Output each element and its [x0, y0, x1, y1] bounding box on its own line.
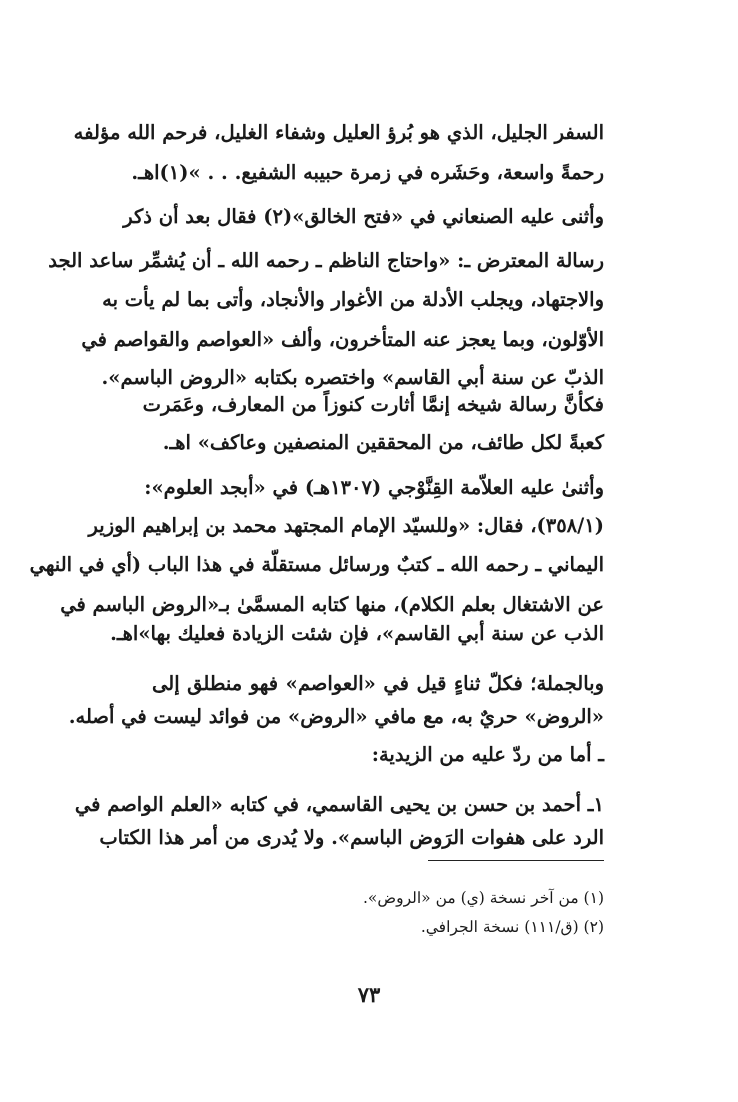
text-line-6: الأوّلون، وبما يعجز عنه المتأخرون، وألف «العواصم والقواصم في — [81, 328, 604, 351]
text-line-8: فكأنَّ رسالة شيخه إنمَّا أثارت كنوزاً من المعارف، وعَمَرت — [142, 393, 604, 416]
text-line-16: «الروض» حريٌ به، مع مافي «الروض» من فوائد ليست في أصله. — [68, 705, 604, 728]
page-number: ٧٣ — [357, 982, 381, 1007]
footnote-1: (١) من آخر نسخة (ي) من «الروض». — [362, 889, 604, 907]
text-line-3: وأثنى عليه الصنعاني في «فتح الخالق»(٢) فقال بعد أن ذكر — [123, 205, 604, 228]
text-line-10: وأثنىٰ عليه العلاّمة القِنَّوْجي (١٣٠٧هـ) في «أبجد العلوم»: — [144, 476, 604, 499]
text-line-14: الذب عن سنة أبي القاسم»، فإن شئت الزيادة فعليك بها»اهـ. — [110, 622, 604, 645]
text-line-12: اليماني ـ رحمه الله ـ كتبٌ ورسائل مستقلّة في هذا الباب (أي في النهي — [29, 553, 604, 576]
text-line-9: كعبةً لكل طائف، من المحققين المنصفين وعاكف» اهـ. — [162, 431, 604, 454]
text-line-11: (٣٥٨/١)، فقال: «وللسيّد الإمام المجتهد محمد بن إبراهيم الوزير — [88, 514, 604, 537]
text-line-4: رسالة المعترض ـ: «واحتاج الناظم ـ رحمه الله ـ أن يُشمِّر ساعد الجد — [48, 249, 604, 272]
text-line-17: ـ أما من ردّ عليه من الزيدية: — [371, 743, 604, 766]
text-line-2: رحمةً واسعة، وحَشَره في زمرة حبيبه الشفيع. . . »(١)اهـ. — [131, 161, 604, 184]
footnote-2: (٢) (ق/١١١) نسخة الجرافي. — [420, 918, 604, 936]
text-line-19: الرد على هفوات الرَوض الباسم». ولا يُدرى من أمر هذا الكتاب — [99, 826, 604, 849]
text-line-15: وبالجملة؛ فكلّ ثناءٍ قيل في «العواصم» فهو منطلق إلى — [152, 672, 604, 695]
footnote-separator — [428, 860, 604, 861]
text-line-5: والاجتهاد، ويجلب الأدلة من الأغوار والأنجاد، وأتى بما لم يأت به — [102, 288, 604, 311]
text-line-13: عن الاشتغال بعلم الكلام)، منها كتابه المسمَّىٰ بـ«الروض الباسم في — [60, 593, 604, 616]
text-line-7: الذبّ عن سنة أبي القاسم» واختصره بكتابه «الروض الباسم». — [101, 366, 604, 389]
text-line-1: السفر الجليل، الذي هو بُرؤ العليل وشفاء الغليل، فرحم الله مؤلفه — [73, 121, 604, 144]
text-line-18: ١ـ أحمد بن حسن بن يحيى القاسمي، في كتابه «العلم الواصم في — [74, 793, 604, 816]
